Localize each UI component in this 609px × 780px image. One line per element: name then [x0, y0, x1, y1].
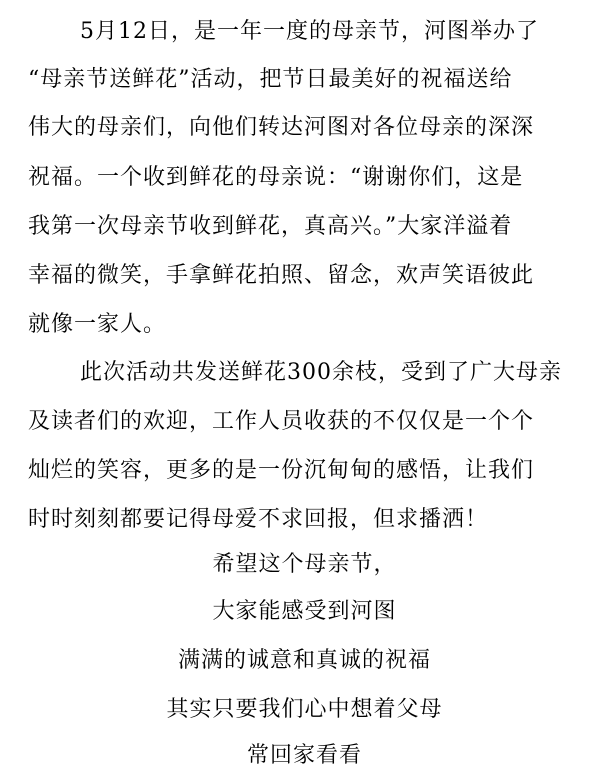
- paragraph-2-line-4: 时时刻刻都要记得母爱不求回报，但求播洒！: [28, 507, 489, 532]
- paragraph-1-line-1: 5月12日，是一年一度的母亲节，河图举办了: [80, 19, 539, 44]
- paragraph-1-line-6: 幸福的微笑，手拿鲜花拍照、留念，欢声笑语彼此: [28, 263, 535, 288]
- paragraph-2-line-3: 灿烂的笑容，更多的是一份沉甸甸的感悟，让我们: [28, 458, 535, 483]
- poem-line-3: 满满的诚意和真诚的祝福: [177, 648, 431, 673]
- paragraph-1-line-3: 伟大的母亲们，向他们转达河图对各位母亲的深深: [28, 115, 535, 140]
- paragraph-1-line-4: 祝福。一个收到鲜花的母亲说：“谢谢你们，这是: [28, 165, 524, 190]
- paragraph-1-line-2: “母亲节送鲜花”活动，把节日最美好的祝福送给: [28, 67, 513, 92]
- paragraph-1-line-7: 就像一家人。: [28, 312, 167, 337]
- paragraph-1-line-5: 我第一次母亲节收到鲜花，真高兴。”大家洋溢着: [28, 214, 513, 239]
- poem-line-2: 大家能感受到河图: [212, 599, 397, 624]
- poem-line-4: 其实只要我们心中想着父母: [166, 697, 443, 722]
- paragraph-2-line-1: 此次活动共发送鲜花300余枝，受到了广大母亲: [80, 360, 562, 385]
- paragraph-2-line-2: 及读者们的欢迎，工作人员收获的不仅仅是一个个: [28, 409, 535, 434]
- poem-line-1: 希望这个母亲节，: [212, 552, 397, 577]
- poem-line-5: 常回家看看: [246, 743, 362, 768]
